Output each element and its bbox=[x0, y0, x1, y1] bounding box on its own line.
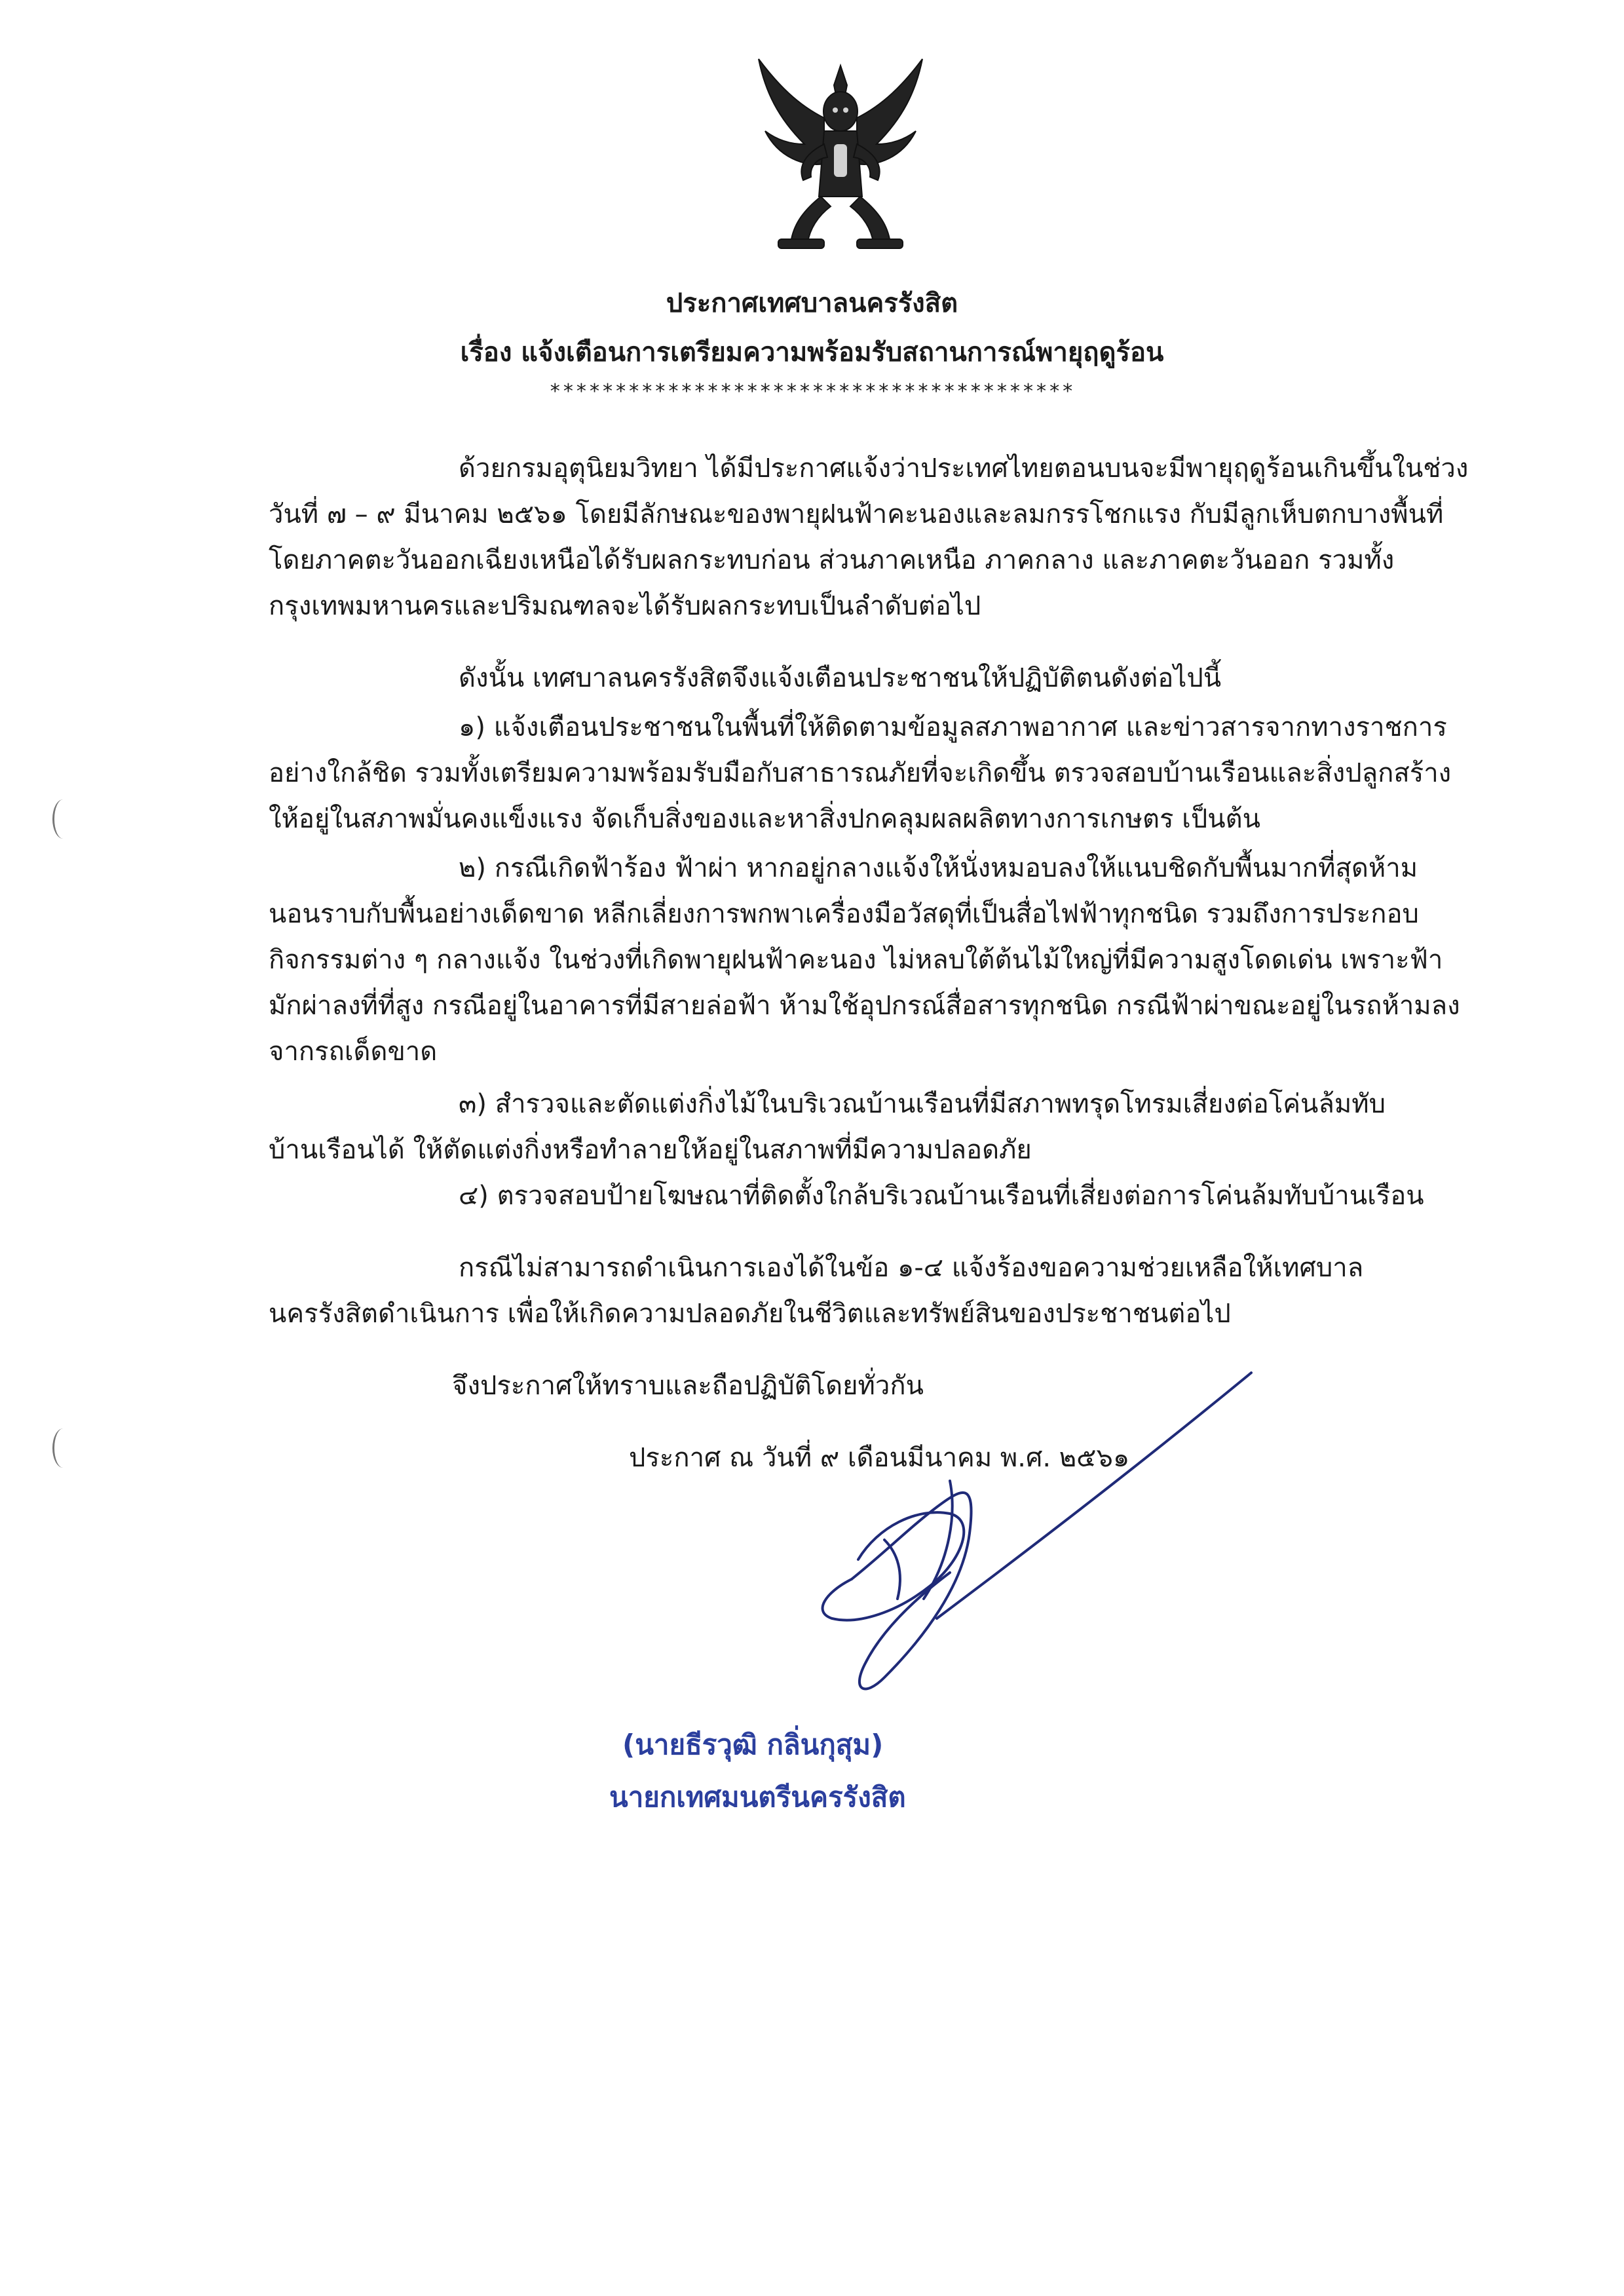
signature-icon bbox=[753, 1363, 1277, 1743]
help-line: กรณีไม่สามารถดำเนินการเองได้ในข้อ ๑-๔ แจ้งร้องขอความช่วยเหลือให้เทศบาล bbox=[459, 1253, 1364, 1283]
therefore-line: ดังนั้น เทศบาลนครรังสิตจึงแจ้งเตือนประชาชนให้ปฏิบัติตนดังต่อไปนี้ bbox=[459, 663, 1222, 693]
closing-line: จึงประกาศให้ทราบและถือปฏิบัติโดยทั่วกัน bbox=[452, 1371, 924, 1401]
item2-line: จากรถเด็ดขาด bbox=[269, 1037, 438, 1067]
announcement-title: ประกาศเทศบาลนครรังสิต bbox=[666, 288, 958, 318]
intro-line: กรุงเทพมหานครและปริมณฑลจะได้รับผลกระทบเป็นลำดับต่อไป bbox=[269, 591, 981, 621]
intro-line: ด้วยกรมอุตุนิยมวิทยา ได้มีประกาศแจ้งว่าประเทศไทยตอนบนจะมีพายุฤดูร้อนเกินขึ้นในช่วง bbox=[459, 453, 1469, 484]
intro-line: โดยภาคตะวันออกเฉียงเหนือได้รับผลกระทบก่อน ส่วนภาคเหนือ ภาคกลาง และภาคตะวันออก รวมทั้ง bbox=[269, 545, 1395, 575]
item1-line: อย่างใกล้ชิด รวมทั้งเตรียมความพร้อมรับมือกับสาธารณภัยที่จะเกิดขึ้น ตรวจสอบบ้านเรือนและสิ่งปลูกสร้าง bbox=[269, 758, 1452, 788]
announcement-subject: เรื่อง แจ้งเตือนการเตรียมความพร้อมรับสถานการณ์พายุฤดูร้อน bbox=[460, 337, 1164, 368]
item2-line: มักผ่าลงที่ที่สูง กรณีอยู่ในอาคารที่มีสายล่อฟ้า ห้ามใช้อุปกรณ์สื่อสารทุกชนิด กรณีฟ้าผ่าขณะอยู่ในรถห้ามลง bbox=[269, 991, 1460, 1021]
item4-line: ๔) ตรวจสอบป้ายโฆษณาที่ติดตั้งใกล้บริเวณบ้านเรือนที่เสี่ยงต่อการโค่นล้มทับบ้านเรือน bbox=[459, 1181, 1424, 1211]
item3-line: ๓) สำรวจและตัดแต่งกิ่งไม้ในบริเวณบ้านเรือนที่มีสภาพทรุดโทรมเสี่ยงต่อโค่นล้มทับ bbox=[459, 1089, 1386, 1119]
item1-line: ให้อยู่ในสภาพมั่นคงแข็งแรง จัดเก็บสิ่งของและหาสิ่งปกคลุมผลผลิตทางการเกษตร เป็นต้น bbox=[269, 804, 1260, 834]
item2-line: นอนราบกับพื้นอย่างเด็ดขาด หลีกเลี่ยงการพกพาเครื่องมือวัสดุที่เป็นสื่อไฟฟ้าทุกชนิด รวมถึงการประกอบ bbox=[269, 899, 1419, 929]
garuda-emblem-icon bbox=[732, 46, 949, 262]
item3-line: บ้านเรือนได้ ให้ตัดแต่งกิ่งหรือทำลายให้อยู่ในสภาพที่มีความปลอดภัย bbox=[269, 1135, 1032, 1165]
hole-punch-mark bbox=[52, 799, 74, 839]
signer-position: นายกเทศมนตรีนครรังสิต bbox=[609, 1781, 906, 1813]
intro-line: วันที่ ๗ – ๙ มีนาคม ๒๕๖๑ โดยมีลักษณะของพายุฝนฟ้าคะนองและลมกรรโชกแรง กับมีลูกเห็บตกบางพื้นที่ bbox=[269, 499, 1444, 529]
date-line: ประกาศ ณ วันที่ ๙ เดือนมีนาคม พ.ศ. ๒๕๖๑ bbox=[629, 1443, 1130, 1473]
item1-line: ๑) แจ้งเตือนประชาชนในพื้นที่ให้ติดตามข้อมูลสภาพอากาศ และข่าวสารจากทางราชการ bbox=[459, 712, 1447, 742]
signer-name: (นายธีรวุฒิ กลิ่นกุสุม) bbox=[622, 1729, 884, 1761]
separator-line: **************************************** bbox=[549, 380, 1075, 403]
help-line: นครรังสิตดำเนินการ เพื่อให้เกิดความปลอดภัยในชีวิตและทรัพย์สินของประชาชนต่อไป bbox=[269, 1299, 1231, 1329]
item2-line: กิจกรรมต่าง ๆ กลางแจ้ง ในช่วงที่เกิดพายุฝนฟ้าคะนอง ไม่หลบใต้ต้นไม้ใหญ่ที่มีความสูงโดดเด่น เพราะฟ้า bbox=[269, 945, 1443, 975]
item2-line: ๒) กรณีเกิดฟ้าร้อง ฟ้าผ่า หากอยู่กลางแจ้งให้นั่งหมอบลงให้แนบชิดกับพื้นมากที่สุดห้าม bbox=[459, 853, 1418, 883]
hole-punch-mark bbox=[52, 1428, 74, 1468]
